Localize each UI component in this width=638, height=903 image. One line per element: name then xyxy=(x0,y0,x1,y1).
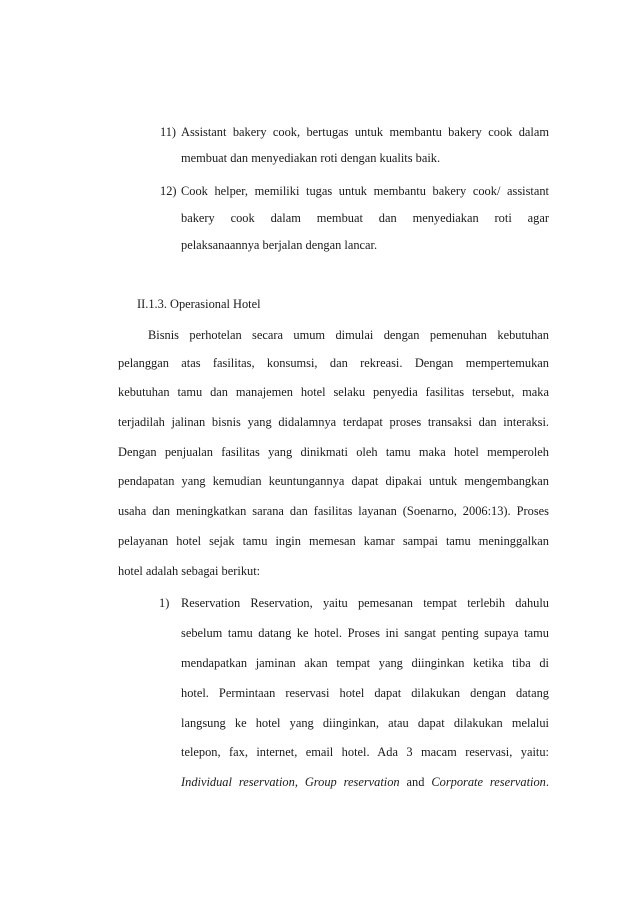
paragraph-line-1: Bisnis perhotelan secara umum dimulai dengan pemenuhan kebutuhan xyxy=(148,328,549,342)
list-item-1-line-7 xyxy=(181,774,549,790)
list-number-12: 12) xyxy=(160,184,177,198)
list-item-11-line-1: Assistant bakery cook, bertugas untuk membantu bakery cook dalam xyxy=(181,125,549,139)
list-item-12-line-3: pelaksanaannya berjalan dengan lancar. xyxy=(181,238,378,252)
end-period: . xyxy=(545,775,549,789)
list-item-12-line-1: Cook helper, memiliki tugas untuk membantu bakery cook/ assistant xyxy=(181,184,549,198)
list-item-1-line-4: hotel. Permintaan reservasi hotel dapat dilakukan dengan datang xyxy=(181,686,549,700)
term-group-reservation: Group reservation xyxy=(304,775,400,789)
list-item-1-line-2: sebelum tamu datang ke hotel. Proses ini sangat penting supaya tamu xyxy=(181,626,549,640)
term-corporate-reservation: Corporate reservation xyxy=(431,775,546,789)
paragraph-line-4: terjadilah jalinan bisnis yang didalamnya terdapat proses transaksi dan interaksi. xyxy=(118,415,549,429)
paragraph-line-8: pelayanan hotel sejak tamu ingin memesan kamar sampai tamu meninggalkan xyxy=(118,534,549,548)
paragraph-line-2: pelanggan atas fasilitas, konsumsi, dan rekreasi. Dengan mempertemukan xyxy=(118,356,549,370)
paragraph-line-7: usaha dan meningkatkan sarana dan fasilitas layanan (Soenarno, 2006:13). Proses xyxy=(118,504,549,518)
paragraph-line-9: hotel adalah sebagai berikut: xyxy=(118,564,261,578)
separator-comma: , xyxy=(294,775,305,789)
list-item-11-line-2: membuat dan menyediakan roti dengan kualits baik. xyxy=(181,151,441,165)
list-item-1-line-3: mendapatkan jaminan akan tempat yang diinginkan ketika tiba di xyxy=(181,656,549,670)
separator-and: and xyxy=(406,775,432,789)
term-individual-reservation: Individual reservation xyxy=(181,775,295,789)
list-number-11: 11) xyxy=(160,125,177,139)
list-item-12-line-2: bakery cook dalam membuat dan menyediakan roti agar xyxy=(181,211,549,225)
list-number-1: 1) xyxy=(159,596,170,610)
section-heading: II.1.3. Operasional Hotel xyxy=(137,297,261,311)
paragraph-line-5: Dengan penjualan fasilitas yang dinikmati oleh tamu maka hotel memperoleh xyxy=(118,445,549,459)
paragraph-line-6: pendapatan yang kemudian keuntungannya dapat dipakai untuk mengembangkan xyxy=(118,474,549,488)
list-item-1-line-5: langsung ke hotel yang diinginkan, atau dapat dilakukan melalui xyxy=(181,716,549,730)
list-item-1-line-1: Reservation Reservation, yaitu pemesanan tempat terlebih dahulu xyxy=(181,596,549,610)
list-item-1-line-6: telepon, fax, internet, email hotel. Ada 3 macam reservasi, yaitu: xyxy=(181,745,549,759)
paragraph-line-3: kebutuhan tamu dan manajemen hotel selaku penyedia fasilitas tersebut, maka xyxy=(118,385,549,399)
